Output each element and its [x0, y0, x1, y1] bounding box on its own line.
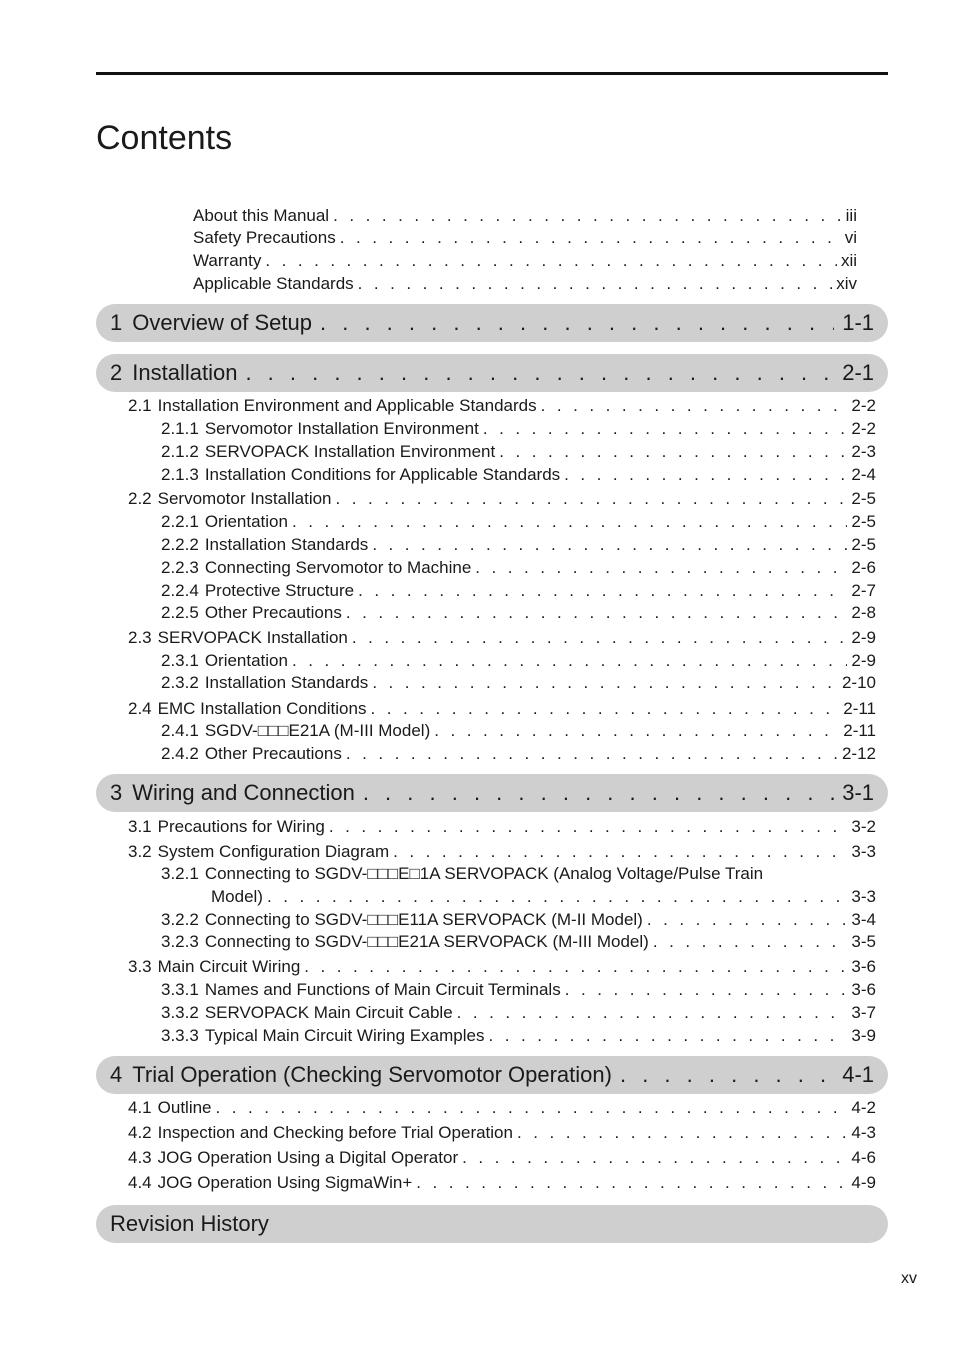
entry-number: 2.2: [128, 489, 152, 508]
entry-number: 2.3: [128, 628, 152, 647]
leader-dots: [393, 841, 847, 863]
entry-number: 2.1.1: [161, 419, 199, 438]
chapter-title: Overview of Setup: [132, 310, 312, 335]
chapter-bar-3[interactable]: [96, 774, 888, 812]
leader-dots: [216, 1097, 848, 1119]
entry-page: vi: [844, 228, 857, 247]
toc-section[interactable]: [128, 1147, 876, 1169]
leader-dots: [416, 1172, 847, 1194]
chapter-title: Installation: [132, 360, 238, 385]
leader-dots: [372, 672, 838, 694]
entry-page: xiv: [836, 274, 857, 293]
leader-dots: [647, 909, 848, 931]
leader-dots: [292, 650, 847, 672]
entry-label: Other Precautions: [204, 744, 342, 763]
entry-label: EMC Installation Conditions: [157, 699, 367, 718]
entry-page: 4-6: [851, 1148, 876, 1167]
entry-label: Installation Standards: [204, 535, 369, 554]
entry-number: 2.2.3: [161, 558, 199, 577]
toc-subsection[interactable]: [161, 650, 876, 672]
toc-subsection[interactable]: [161, 909, 876, 931]
leader-dots: [292, 511, 847, 533]
entry-label: SERVOPACK Main Circuit Cable: [204, 1003, 453, 1022]
toc-subsection[interactable]: [161, 672, 876, 694]
entry-label: SERVOPACK Installation Environment: [204, 442, 496, 461]
leader-dots: [320, 310, 834, 336]
entry-number: 4.1: [128, 1098, 152, 1117]
leader-dots: [304, 956, 847, 978]
entry-label: Servomotor Installation: [157, 489, 332, 508]
leader-dots: [358, 580, 847, 602]
entry-label: SERVOPACK Installation: [157, 628, 348, 647]
chapter-number: 4: [110, 1062, 123, 1087]
leader-dots: [564, 464, 847, 486]
entry-number: 3.2: [128, 842, 152, 861]
toc-subsection[interactable]: [161, 979, 876, 1001]
entry-label: Protective Structure: [204, 581, 355, 600]
entry-label: Connecting to SGDV-□□□E11A SERVOPACK (M-II Model): [204, 910, 643, 929]
entry-number: 2.1.3: [161, 465, 199, 484]
entry-label: About this Manual: [193, 206, 330, 225]
toc-section[interactable]: [128, 698, 876, 720]
leader-dots: [329, 816, 848, 838]
entry-label: Typical Main Circuit Wiring Examples: [204, 1026, 485, 1045]
leader-dots: [541, 395, 848, 417]
toc-subsection[interactable]: [161, 441, 876, 463]
entry-page: 4-9: [851, 1173, 876, 1192]
entry-page: 2-3: [851, 442, 876, 461]
entry-page: 2-2: [851, 396, 876, 415]
leader-dots: [370, 698, 839, 720]
entry-number: 3.3: [128, 957, 152, 976]
entry-page: 2-5: [851, 512, 876, 531]
entry-number: 3.1: [128, 817, 152, 836]
entry-label: Names and Functions of Main Circuit Terminals: [204, 980, 561, 999]
entry-page: 2-12: [841, 744, 876, 763]
entry-number: 2.2.5: [161, 603, 199, 622]
entry-page: iii: [845, 206, 857, 225]
chapter-heading: [110, 780, 355, 806]
entry-page: 2-5: [851, 535, 876, 554]
chapter-number: 2: [110, 360, 123, 385]
entry-label: System Configuration Diagram: [157, 842, 390, 861]
entry-page: 2-6: [851, 558, 876, 577]
chapter-heading: [110, 1062, 612, 1088]
leader-dots: [462, 1147, 847, 1169]
entry-number: 3.3.1: [161, 980, 199, 999]
toc-entry-front[interactable]: [193, 227, 857, 249]
leader-dots: [620, 1062, 834, 1088]
leader-dots: [475, 557, 847, 579]
entry-label: Orientation: [204, 512, 288, 531]
leader-dots: [483, 418, 848, 440]
leader-dots: [653, 931, 848, 953]
chapter-page: 1-1: [842, 310, 874, 335]
chapter-title: Trial Operation (Checking Servomotor Operation): [132, 1062, 612, 1087]
entry-page: 3-2: [851, 817, 876, 836]
entry-label: SGDV-□□□E21A (M-III Model): [204, 721, 431, 740]
entry-label: Safety Precautions: [193, 228, 336, 247]
entry-number: 2.1.2: [161, 442, 199, 461]
entry-page: 3-9: [851, 1026, 876, 1045]
chapter-bar-revision-history[interactable]: [96, 1205, 888, 1243]
entry-number: 2.2.4: [161, 581, 199, 600]
page-title: Contents: [96, 119, 233, 157]
toc-subsection[interactable]: [161, 580, 876, 602]
entry-label: JOG Operation Using a Digital Operator: [157, 1148, 459, 1167]
leader-dots: [358, 273, 833, 295]
entry-label: Orientation: [204, 651, 288, 670]
entry-label: Installation Environment and Applicable Standards: [157, 396, 537, 415]
leader-dots: [434, 720, 839, 742]
entry-page: 3-5: [851, 932, 876, 951]
entry-page: 2-10: [841, 673, 876, 692]
leader-dots: [372, 534, 847, 556]
chapter-page: 3-1: [842, 780, 874, 805]
toc-subsection[interactable]: [161, 743, 876, 765]
toc-subsection[interactable]: [161, 557, 876, 579]
toc-subsection[interactable]: [161, 534, 876, 556]
toc-subsection[interactable]: [161, 418, 876, 440]
toc-entry-front[interactable]: [193, 205, 857, 227]
toc-subsection[interactable]: [161, 931, 876, 953]
entry-page: 4-2: [851, 1098, 876, 1117]
chapter-bar-4[interactable]: [96, 1056, 888, 1094]
entry-page: 2-9: [851, 628, 876, 647]
entry-label: Applicable Standards: [193, 274, 354, 293]
toc-section[interactable]: [128, 395, 876, 417]
leader-dots: [488, 1025, 847, 1047]
entry-number: 4.4: [128, 1173, 152, 1192]
entry-page: 2-2: [851, 419, 876, 438]
entry-page: 3-3: [851, 842, 876, 861]
entry-number: 3.3.3: [161, 1026, 199, 1045]
page-number: xv: [901, 1270, 917, 1287]
entry-page: 2-4: [851, 465, 876, 484]
entry-label: Inspection and Checking before Trial Operation: [157, 1123, 513, 1142]
leader-dots: [565, 979, 848, 1001]
entry-number: 2.4.1: [161, 721, 199, 740]
entry-page: 3-3: [851, 887, 876, 906]
entry-label: Connecting to SGDV-□□□E21A SERVOPACK (M-III Model): [204, 932, 649, 951]
chapter-page: 2-1: [842, 360, 874, 385]
entry-number: 2.2.2: [161, 535, 199, 554]
entry-page: 3-4: [851, 910, 876, 929]
toc-section[interactable]: [128, 841, 876, 863]
leader-dots: [517, 1122, 847, 1144]
entry-number: 2.4: [128, 699, 152, 718]
entry-number: 3.2.3: [161, 932, 199, 951]
chapter-heading: [110, 310, 312, 336]
toc-section[interactable]: [128, 488, 876, 510]
leader-dots: [457, 1002, 848, 1024]
chapter-title: Revision History: [110, 1211, 269, 1236]
entry-number: 2.2.1: [161, 512, 199, 531]
entry-label: Connecting to SGDV-□□□E□1A SERVOPACK (Analog Voltage/Pulse Train: [204, 864, 764, 883]
entry-label: Main Circuit Wiring: [157, 957, 301, 976]
entry-page: 2-8: [851, 603, 876, 622]
toc-section[interactable]: [128, 627, 876, 649]
toc-subsection-continued[interactable]: [211, 886, 876, 908]
top-rule: [96, 72, 888, 75]
toc-section[interactable]: [128, 956, 876, 978]
chapter-bar-2[interactable]: [96, 354, 888, 392]
entry-page: 2-9: [851, 651, 876, 670]
entry-number: 4.2: [128, 1123, 152, 1142]
toc-subsection[interactable]: [161, 720, 876, 742]
entry-number: 3.2.1: [161, 864, 199, 883]
chapter-number: 1: [110, 310, 123, 335]
leader-dots: [340, 227, 841, 249]
entry-number: 3.3.2: [161, 1003, 199, 1022]
entry-page: 4-3: [851, 1123, 876, 1142]
leader-dots: [267, 886, 847, 908]
toc-section[interactable]: [128, 1097, 876, 1119]
leader-dots: [499, 441, 847, 463]
entry-number: 3.2.2: [161, 910, 199, 929]
entry-page: 3-6: [851, 957, 876, 976]
leader-dots: [333, 205, 842, 227]
entry-page: 2-11: [843, 699, 876, 718]
leader-dots: [346, 602, 848, 624]
chapter-bar-1[interactable]: [96, 304, 888, 342]
chapter-page: 4-1: [842, 1062, 874, 1087]
toc-section[interactable]: [128, 816, 876, 838]
toc-subsection[interactable]: [161, 464, 876, 486]
chapter-number: 3: [110, 780, 123, 805]
entry-label: Connecting Servomotor to Machine: [204, 558, 472, 577]
toc-subsection[interactable]: [161, 602, 876, 624]
entry-label: Servomotor Installation Environment: [204, 419, 479, 438]
entry-number: 2.3.2: [161, 673, 199, 692]
entry-label: JOG Operation Using SigmaWin+: [157, 1173, 413, 1192]
entry-page: xii: [840, 251, 857, 270]
leader-dots: [346, 743, 838, 765]
entry-number: 4.3: [128, 1148, 152, 1167]
leader-dots: [352, 627, 848, 649]
toc-section[interactable]: [128, 1122, 876, 1144]
entry-label: Installation Standards: [204, 673, 369, 692]
toc-subsection[interactable]: [161, 511, 876, 533]
leader-dots: [265, 250, 837, 272]
entry-page: 3-7: [851, 1003, 876, 1022]
toc-entry-front[interactable]: [193, 273, 857, 295]
entry-label: Other Precautions: [204, 603, 342, 622]
entry-label: Precautions for Wiring: [157, 817, 325, 836]
toc-section[interactable]: [128, 1172, 876, 1194]
entry-label: Installation Conditions for Applicable Standards: [204, 465, 561, 484]
entry-page: 2-5: [851, 489, 876, 508]
toc-subsection[interactable]: [161, 1002, 876, 1024]
toc-entry-front[interactable]: [193, 250, 857, 272]
entry-label: Warranty: [193, 251, 262, 270]
toc-subsection-first-line[interactable]: [161, 863, 763, 885]
entry-number: 2.3.1: [161, 651, 199, 670]
toc-subsection[interactable]: [161, 1025, 876, 1047]
entry-label-continued: Model): [211, 887, 263, 906]
leader-dots: [336, 488, 848, 510]
entry-number: 2.4.2: [161, 744, 199, 763]
entry-page: 2-7: [851, 581, 876, 600]
leader-dots: [245, 360, 834, 386]
chapter-heading: [110, 360, 237, 386]
chapter-title: Wiring and Connection: [132, 780, 355, 805]
leader-dots: [363, 780, 834, 806]
entry-page: 2-11: [843, 721, 876, 740]
entry-number: 2.1: [128, 396, 152, 415]
entry-label: Outline: [157, 1098, 212, 1117]
entry-page: 3-6: [851, 980, 876, 999]
